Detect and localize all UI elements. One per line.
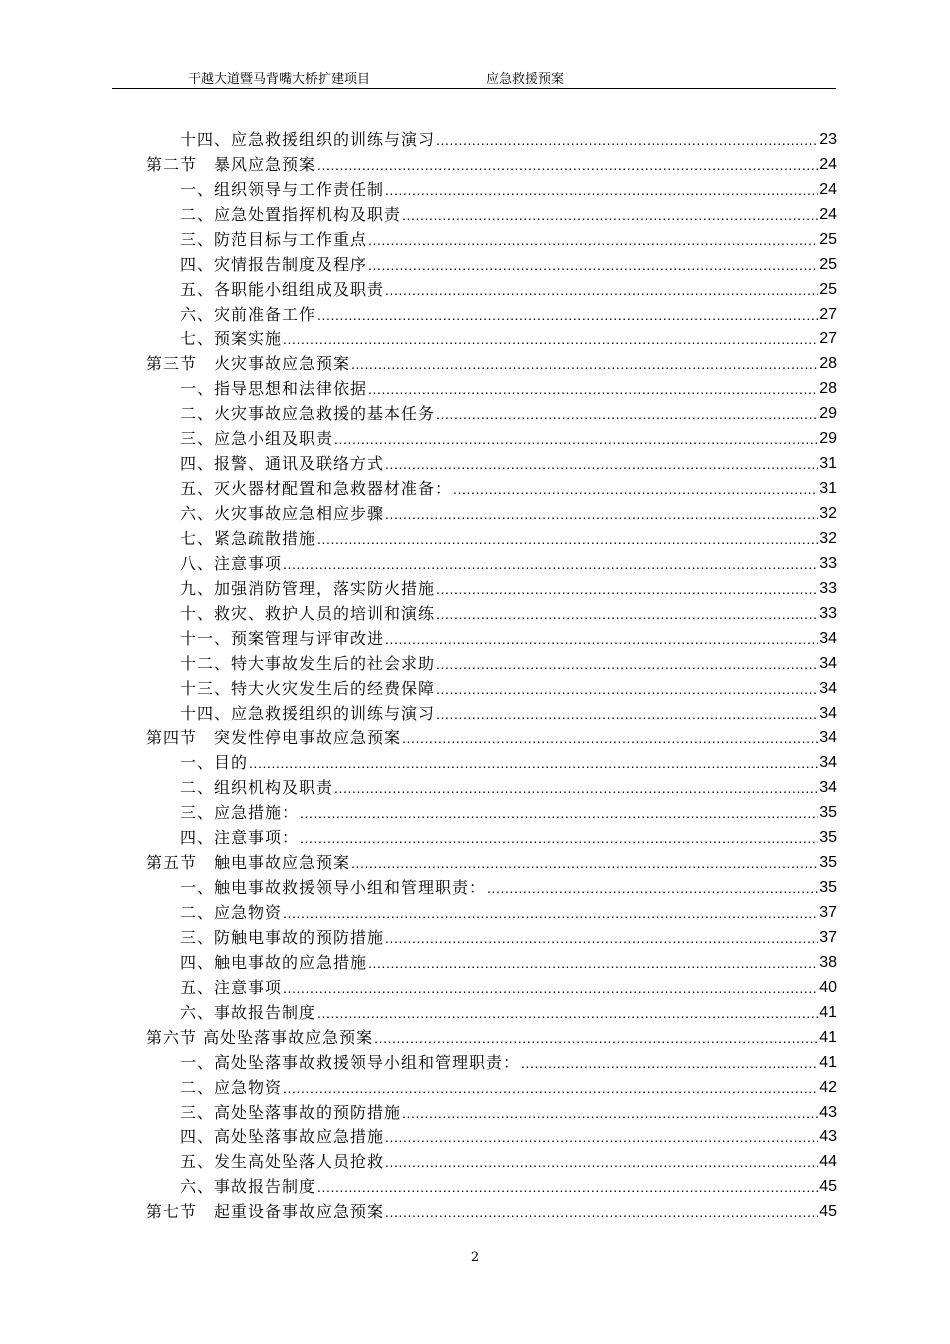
toc-entry-page-number: 34 [819, 754, 837, 772]
toc-entry-page-number: 35 [819, 879, 837, 897]
toc-dot-leader [334, 429, 818, 449]
toc-subsection-entry[interactable] [146, 699, 837, 724]
toc-dot-leader [368, 379, 818, 399]
toc-dot-leader [385, 629, 818, 649]
toc-subsection-entry[interactable] [146, 1048, 837, 1073]
toc-dot-leader [368, 255, 818, 275]
toc-entry-title: 第七节 起重设备事故应急预案 [146, 1202, 385, 1222]
toc-section-entry[interactable] [146, 724, 837, 749]
toc-subsection-entry[interactable] [146, 225, 837, 250]
toc-entry-title: 四、高处坠落事故应急措施 [180, 1127, 385, 1147]
header-project-title: 干越大道暨马背嘴大桥扩建项目 [188, 72, 371, 87]
toc-subsection-entry[interactable] [146, 424, 837, 449]
toc-entry-title: 七、紧急疏散措施 [180, 528, 317, 548]
toc-entry-page-number: 33 [819, 604, 837, 622]
toc-dot-leader [385, 454, 818, 474]
toc-entry-page-number: 27 [819, 330, 837, 348]
toc-entry-title: 六、事故报告制度 [180, 1002, 317, 1022]
table-of-contents [146, 125, 837, 1222]
toc-subsection-entry[interactable] [146, 823, 837, 848]
toc-entry-title: 四、报警、通讯及联络方式 [180, 454, 385, 474]
toc-subsection-entry[interactable] [146, 175, 837, 200]
toc-dot-leader [402, 1103, 818, 1123]
toc-entry-title: 二、组织机构及职责 [180, 778, 334, 798]
toc-dot-leader [283, 1078, 818, 1098]
toc-dot-leader [283, 554, 818, 574]
toc-entry-title: 一、高处坠落事故救援领导小组和管理职责： [180, 1052, 521, 1072]
toc-subsection-entry[interactable] [146, 1172, 837, 1197]
toc-dot-leader [436, 404, 818, 424]
toc-subsection-entry[interactable] [146, 1123, 837, 1148]
toc-entry-page-number: 31 [819, 455, 837, 473]
toc-entry-page-number: 41 [819, 1053, 837, 1071]
toc-dot-leader [249, 753, 818, 773]
toc-dot-leader [368, 953, 818, 973]
toc-entry-page-number: 34 [819, 779, 837, 797]
toc-subsection-entry[interactable] [146, 1147, 837, 1172]
toc-subsection-entry[interactable] [146, 923, 837, 948]
toc-entry-page-number: 25 [819, 230, 837, 248]
toc-dot-leader [300, 828, 818, 848]
toc-entry-title: 第二节 暴风应急预案 [146, 154, 317, 174]
toc-dot-leader [334, 778, 818, 798]
toc-dot-leader [521, 1053, 818, 1073]
toc-dot-leader [317, 1177, 818, 1197]
toc-section-entry[interactable] [146, 349, 837, 374]
toc-dot-leader [385, 1202, 818, 1222]
toc-subsection-entry[interactable] [146, 300, 837, 325]
toc-subsection-entry[interactable] [146, 973, 837, 998]
toc-entry-page-number: 34 [819, 654, 837, 672]
toc-dot-leader [351, 354, 818, 374]
toc-entry-page-number: 41 [819, 1003, 837, 1021]
toc-entry-title: 八、注意事项 [180, 553, 283, 573]
toc-entry-title: 三、高处坠落事故的预防措施 [180, 1102, 402, 1122]
toc-entry-page-number: 33 [819, 579, 837, 597]
toc-entry-title: 四、注意事项： [180, 828, 300, 848]
toc-entry-title: 三、防触电事故的预防措施 [180, 927, 385, 947]
toc-dot-leader [374, 1028, 818, 1048]
toc-dot-leader [436, 579, 818, 599]
toc-entry-page-number: 27 [819, 305, 837, 323]
toc-entry-title: 十四、应急救援组织的训练与演习 [180, 703, 436, 723]
toc-dot-leader [436, 130, 818, 150]
toc-entry-title: 第六节 高处坠落事故应急预案 [146, 1027, 374, 1047]
toc-entry-page-number: 24 [819, 155, 837, 173]
toc-subsection-entry[interactable] [146, 399, 837, 424]
toc-entry-title: 二、应急物资 [180, 903, 283, 922]
toc-subsection-entry[interactable] [146, 898, 837, 923]
toc-entry-page-number: 28 [819, 380, 837, 398]
toc-subsection-entry[interactable] [146, 474, 837, 499]
toc-entry-title: 三、应急措施： [180, 803, 300, 823]
toc-subsection-entry[interactable] [146, 1073, 837, 1098]
toc-dot-leader [368, 230, 818, 250]
toc-entry-title: 五、发生高处坠落人员抢救 [180, 1152, 385, 1172]
toc-entry-title: 三、防范目标与工作重点 [180, 229, 368, 249]
toc-subsection-entry[interactable] [146, 449, 837, 474]
toc-section-entry[interactable] [146, 1197, 837, 1222]
toc-dot-leader [385, 180, 818, 200]
toc-dot-leader [385, 504, 818, 524]
toc-entry-title: 六、灾前准备工作 [180, 304, 317, 324]
toc-subsection-entry[interactable] [146, 599, 837, 624]
toc-entry-title: 十二、特大事故发生后的社会求助 [180, 653, 436, 673]
toc-entry-title: 一、触电事故救援领导小组和管理职责： [180, 878, 487, 898]
toc-dot-leader [402, 728, 818, 748]
toc-subsection-entry[interactable] [146, 524, 837, 549]
toc-entry-title: 六、火灾事故应急相应步骤 [180, 504, 385, 523]
toc-entry-title: 一、目的 [180, 753, 249, 773]
toc-dot-leader [317, 305, 818, 325]
toc-entry-page-number: 23 [819, 130, 837, 148]
toc-entry-title: 九、加强消防管理，落实防火措施 [180, 578, 436, 598]
toc-entry-page-number: 24 [819, 205, 837, 223]
toc-entry-page-number: 29 [819, 405, 837, 423]
toc-dot-leader [351, 853, 818, 873]
toc-subsection-entry[interactable] [146, 549, 837, 574]
toc-dot-leader [300, 803, 818, 823]
toc-dot-leader [317, 1003, 818, 1023]
toc-entry-page-number: 31 [819, 480, 837, 498]
toc-subsection-entry[interactable] [146, 798, 837, 823]
header-document-title: 应急救援预案 [486, 72, 565, 87]
toc-entry-title: 四、触电事故的应急措施 [180, 952, 368, 972]
toc-entry-title: 五、各职能小组组成及职责 [180, 279, 385, 299]
toc-entry-page-number: 25 [819, 280, 837, 298]
toc-entry-title: 十四、应急救援组织的训练与演习 [180, 129, 436, 149]
toc-entry-page-number: 24 [819, 180, 837, 198]
toc-entry-page-number: 34 [819, 729, 837, 747]
toc-entry-page-number: 37 [819, 904, 837, 921]
toc-entry-page-number: 43 [819, 1128, 837, 1146]
toc-entry-title: 第三节 火灾事故应急预案 [146, 354, 351, 374]
toc-entry-title: 五、注意事项 [180, 977, 283, 997]
toc-entry-title: 一、指导思想和法律依据 [180, 379, 368, 399]
toc-entry-title: 二、应急处置指挥机构及职责 [180, 204, 402, 224]
toc-entry-page-number: 32 [819, 529, 837, 547]
toc-subsection-entry[interactable] [146, 649, 837, 674]
toc-entry-page-number: 35 [819, 804, 837, 822]
toc-section-entry[interactable] [146, 1023, 837, 1048]
toc-dot-leader [283, 329, 818, 349]
toc-dot-leader [385, 280, 818, 300]
toc-entry-page-number: 33 [819, 554, 837, 572]
toc-entry-page-number: 44 [819, 1153, 837, 1171]
toc-section-entry[interactable] [146, 150, 837, 175]
toc-subsection-entry[interactable] [146, 748, 837, 773]
toc-dot-leader [487, 878, 818, 898]
toc-entry-page-number: 34 [819, 679, 837, 697]
toc-dot-leader [436, 704, 818, 724]
toc-entry-title: 十三、特大火灾发生后的经费保障 [180, 678, 436, 698]
toc-subsection-entry[interactable] [146, 873, 837, 898]
toc-subsection-entry[interactable] [146, 374, 837, 399]
toc-entry-page-number: 28 [819, 355, 837, 373]
toc-subsection-entry[interactable] [146, 125, 837, 150]
toc-entry-page-number: 35 [819, 829, 837, 847]
toc-entry-title: 七、预案实施 [180, 329, 283, 349]
toc-entry-title: 十、救灾、救护人员的培训和演练 [180, 603, 436, 623]
toc-entry-page-number: 32 [819, 505, 837, 522]
toc-subsection-entry[interactable] [146, 998, 837, 1023]
toc-section-entry[interactable] [146, 848, 837, 873]
toc-dot-leader [385, 928, 818, 948]
toc-entry-title: 五、灭火器材配置和急救器材准备： [180, 479, 453, 499]
toc-subsection-entry[interactable] [146, 200, 837, 225]
toc-entry-page-number: 40 [819, 978, 837, 996]
toc-subsection-entry[interactable] [146, 773, 837, 798]
toc-dot-leader [317, 529, 818, 549]
toc-entry-page-number: 41 [819, 1028, 837, 1046]
page-header [112, 66, 836, 89]
toc-entry-title: 二、火灾事故应急救援的基本任务 [180, 404, 436, 424]
toc-dot-leader [402, 205, 818, 225]
toc-subsection-entry[interactable] [146, 624, 837, 649]
page-number: 2 [470, 1250, 480, 1265]
toc-entry-title: 二、应急物资 [180, 1077, 283, 1097]
toc-subsection-entry[interactable] [146, 948, 837, 973]
toc-entry-title: 四、灾情报告制度及程序 [180, 254, 368, 274]
toc-entry-page-number: 34 [819, 629, 837, 647]
toc-entry-page-number: 34 [819, 704, 837, 722]
toc-subsection-entry[interactable] [146, 499, 837, 524]
toc-entry-title: 第四节 突发性停电事故应急预案 [146, 728, 402, 748]
toc-entry-page-number: 42 [819, 1078, 837, 1096]
toc-subsection-entry[interactable] [146, 574, 837, 599]
toc-subsection-entry[interactable] [146, 1098, 837, 1123]
toc-dot-leader [283, 978, 818, 998]
toc-dot-leader [283, 903, 818, 923]
toc-entry-page-number: 43 [819, 1103, 837, 1121]
toc-dot-leader [317, 155, 818, 175]
toc-dot-leader [436, 604, 818, 624]
toc-subsection-entry[interactable] [146, 325, 837, 350]
toc-entry-page-number: 38 [819, 953, 837, 971]
toc-entry-title: 六、事故报告制度 [180, 1177, 317, 1197]
toc-subsection-entry[interactable] [146, 275, 837, 300]
toc-entry-title: 一、组织领导与工作责任制 [180, 179, 385, 199]
toc-dot-leader [436, 654, 818, 674]
toc-entry-page-number: 37 [819, 928, 837, 946]
toc-entry-page-number: 45 [819, 1203, 837, 1221]
toc-dot-leader [385, 1127, 818, 1147]
toc-entry-page-number: 35 [819, 854, 837, 872]
toc-entry-title: 三、应急小组及职责 [180, 429, 334, 449]
toc-entry-title: 十一、预案管理与评审改进 [180, 628, 385, 648]
toc-entry-page-number: 25 [819, 255, 837, 273]
toc-subsection-entry[interactable] [146, 250, 837, 275]
toc-entry-title: 第五节 触电事故应急预案 [146, 853, 351, 873]
toc-entry-page-number: 29 [819, 430, 837, 448]
toc-dot-leader [436, 679, 818, 699]
toc-dot-leader [385, 1152, 818, 1172]
toc-subsection-entry[interactable] [146, 674, 837, 699]
toc-entry-page-number: 45 [819, 1178, 837, 1196]
toc-dot-leader [453, 479, 818, 499]
